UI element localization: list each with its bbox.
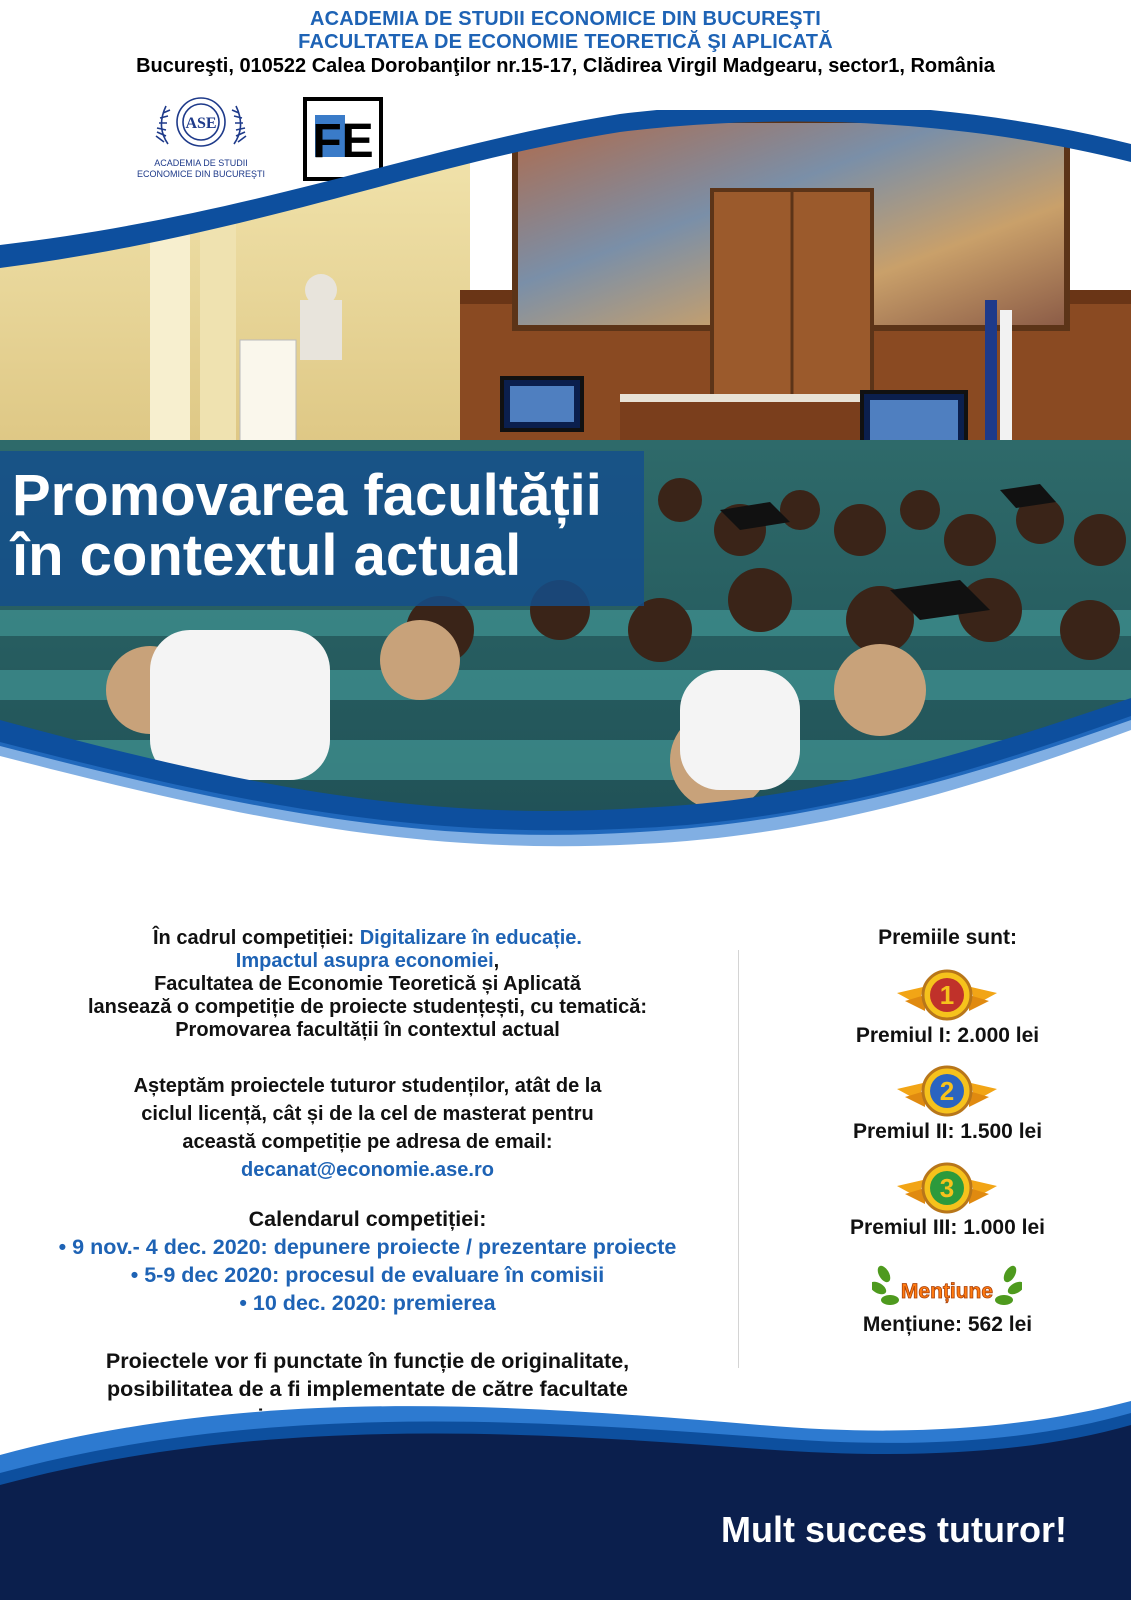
intro-comma: , — [493, 950, 500, 972]
intro-line-5: Promovarea facultății în contextul actual — [175, 1019, 560, 1041]
intro-prefix: În cadrul competiției: — [153, 927, 360, 949]
bronze-medal-icon — [895, 1160, 999, 1220]
call-line-3: această competiție pe adresa de email: — [182, 1131, 553, 1153]
calendar-heading: Calendarul competiției: — [248, 1207, 487, 1231]
hero-title-line-2: în contextul actual — [12, 523, 522, 588]
silver-medal-icon — [895, 1063, 999, 1123]
footer-wave — [0, 1395, 1131, 1600]
prizes-heading: Premiile sunt: — [878, 926, 1017, 949]
header-university-name: ACADEMIA DE STUDII ECONOMICE DIN BUCUREŞTI — [309, 8, 821, 30]
header-faculty-name: FACULTATEA DE ECONOMIE TEORETICĂ ŞI APLICATĂ — [298, 31, 833, 53]
intro-line-2 — [0, 950, 735, 973]
footer-message: Mult succes tuturor! — [720, 1509, 1067, 1550]
ase-logo-text-2: ECONOMICE DIN BUCUREŞTI — [136, 169, 266, 179]
criteria-line-2: posibilitatea de a fi implementate de către facultate — [107, 1377, 628, 1401]
fe-logo-text: FE — [312, 115, 374, 168]
competition-name-b: Impactul asupra economiei — [235, 950, 494, 972]
hero-title — [12, 463, 652, 588]
contact-email-link[interactable]: decanat@economie.ase.ro — [241, 1159, 494, 1181]
criteria-line-1: Proiectele vor fi punctate în funcție de originalitate, — [105, 1349, 630, 1373]
gold-medal-icon — [895, 967, 999, 1027]
prize-badge-text: 2 — [939, 1076, 955, 1106]
call-line-2: ciclul licență, cât și de la cel de masterat pentru — [141, 1103, 594, 1125]
prize-2-label: Premiul II: 1.500 lei — [852, 1120, 1043, 1143]
laurel-icon — [872, 1262, 1022, 1312]
hero-title-line-1: Promovarea facultății — [12, 463, 602, 528]
mention-label: Mențiune: 562 lei — [862, 1313, 1033, 1336]
intro-line-1 — [0, 927, 735, 950]
ase-monogram: ASE — [185, 115, 217, 132]
calendar-item: • 10 dec. 2020: premierea — [239, 1291, 496, 1315]
prize-badge-text: 3 — [939, 1173, 955, 1203]
ase-logo-text-1: ACADEMIA DE STUDII — [154, 158, 248, 168]
calendar-item: • 9 nov.- 4 dec. 2020: depunere proiecte / prezentare proiecte — [58, 1235, 677, 1259]
prize-3-label: Premiul III: 1.000 lei — [850, 1216, 1045, 1239]
prize-1-label: Premiul I: 2.000 lei — [855, 1024, 1040, 1047]
intro-line-4: lansează o competiție de proiecte studențești, cu tematică: — [87, 996, 648, 1018]
header-address: Bucureşti, 010522 Calea Dorobanţilor nr.15-17, Clădirea Virgil Madgearu, sector1, România — [136, 55, 995, 77]
prize-badge-text: Mențiune — [900, 1280, 994, 1303]
prize-badge-text: 1 — [939, 980, 955, 1010]
intro-line-3: Facultatea de Economie Teoretică și Aplicată — [154, 973, 581, 995]
calendar-item: • 5-9 dec 2020: procesul de evaluare în comisii — [130, 1263, 605, 1287]
column-divider — [738, 950, 739, 1368]
call-line-1: Așteptăm proiectele tuturor studenților, atât de la — [133, 1075, 602, 1097]
competition-name-a: Digitalizare în educație. — [359, 927, 582, 949]
